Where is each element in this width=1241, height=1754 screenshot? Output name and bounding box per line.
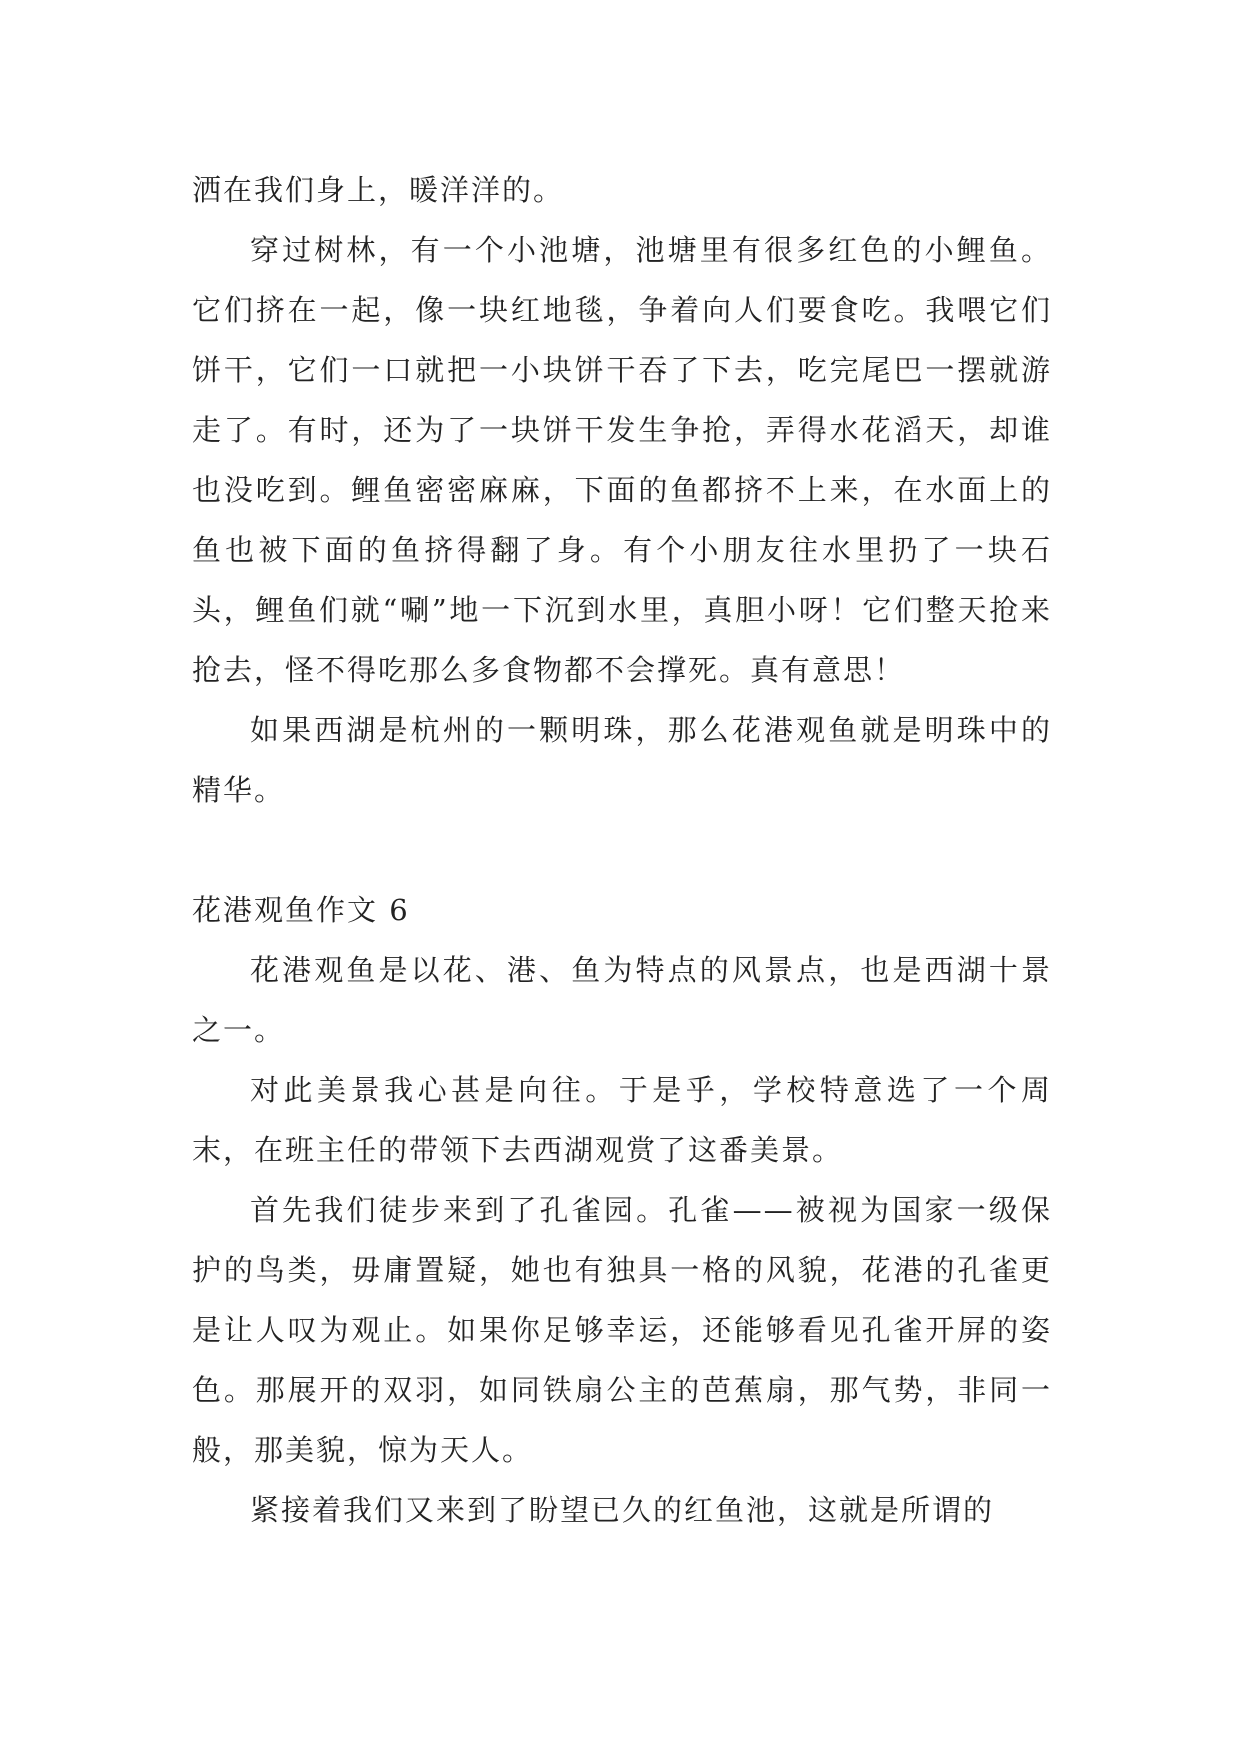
paragraph: 对此美景我心甚是向往。于是乎，学校特意选了一个周末，在班主任的带领下去西湖观赏了这番美景。	[192, 1073, 1052, 1167]
paragraph: 首先我们徒步来到了孔雀园。孔雀——被视为国家一级保护的鸟类，毋庸置疑，她也有独具一格的风貌，花港的孔雀更是让人叹为观止。如果你足够幸运，还能够看见孔雀开屏的姿色。那展开的双羽，如同铁扇公主的芭蕉扇，那气势，非同一般，那美貌，惊为天人。	[192, 1193, 1052, 1467]
paragraph: 洒在我们身上，暖洋洋的。	[192, 173, 565, 207]
section-spacer	[192, 820, 1052, 880]
paragraph: 如果西湖是杭州的一颗明珠，那么花港观鱼就是明珠中的精华。	[192, 713, 1052, 807]
document-body	[192, 160, 1052, 1540]
section-heading: 花港观鱼作文 6	[192, 893, 410, 927]
paragraph: 紧接着我们又来到了盼望已久的红鱼池，这就是所谓的	[250, 1493, 995, 1527]
paragraph: 花港观鱼是以花、港、鱼为特点的风景点，也是西湖十景之一。	[192, 953, 1052, 1047]
paragraph: 穿过树林，有一个小池塘，池塘里有很多红色的小鲤鱼。它们挤在一起，像一块红地毯，争着向人们要食吃。我喂它们饼干，它们一口就把一小块饼干吞了下去，吃完尾巴一摆就游走了。有时，还为了一块饼干发生争抢，弄得水花滔天，却谁也没吃到。鲤鱼密密麻麻，下面的鱼都挤不上来，在水面上的鱼也被下面的鱼挤得翻了身。有个小朋友往水里扔了一块石头，鲤鱼们就“唰”地一下沉到水里，真胆小呀！它们整天抢来抢去，怪不得吃那么多食物都不会撑死。真有意思！	[192, 233, 1052, 687]
